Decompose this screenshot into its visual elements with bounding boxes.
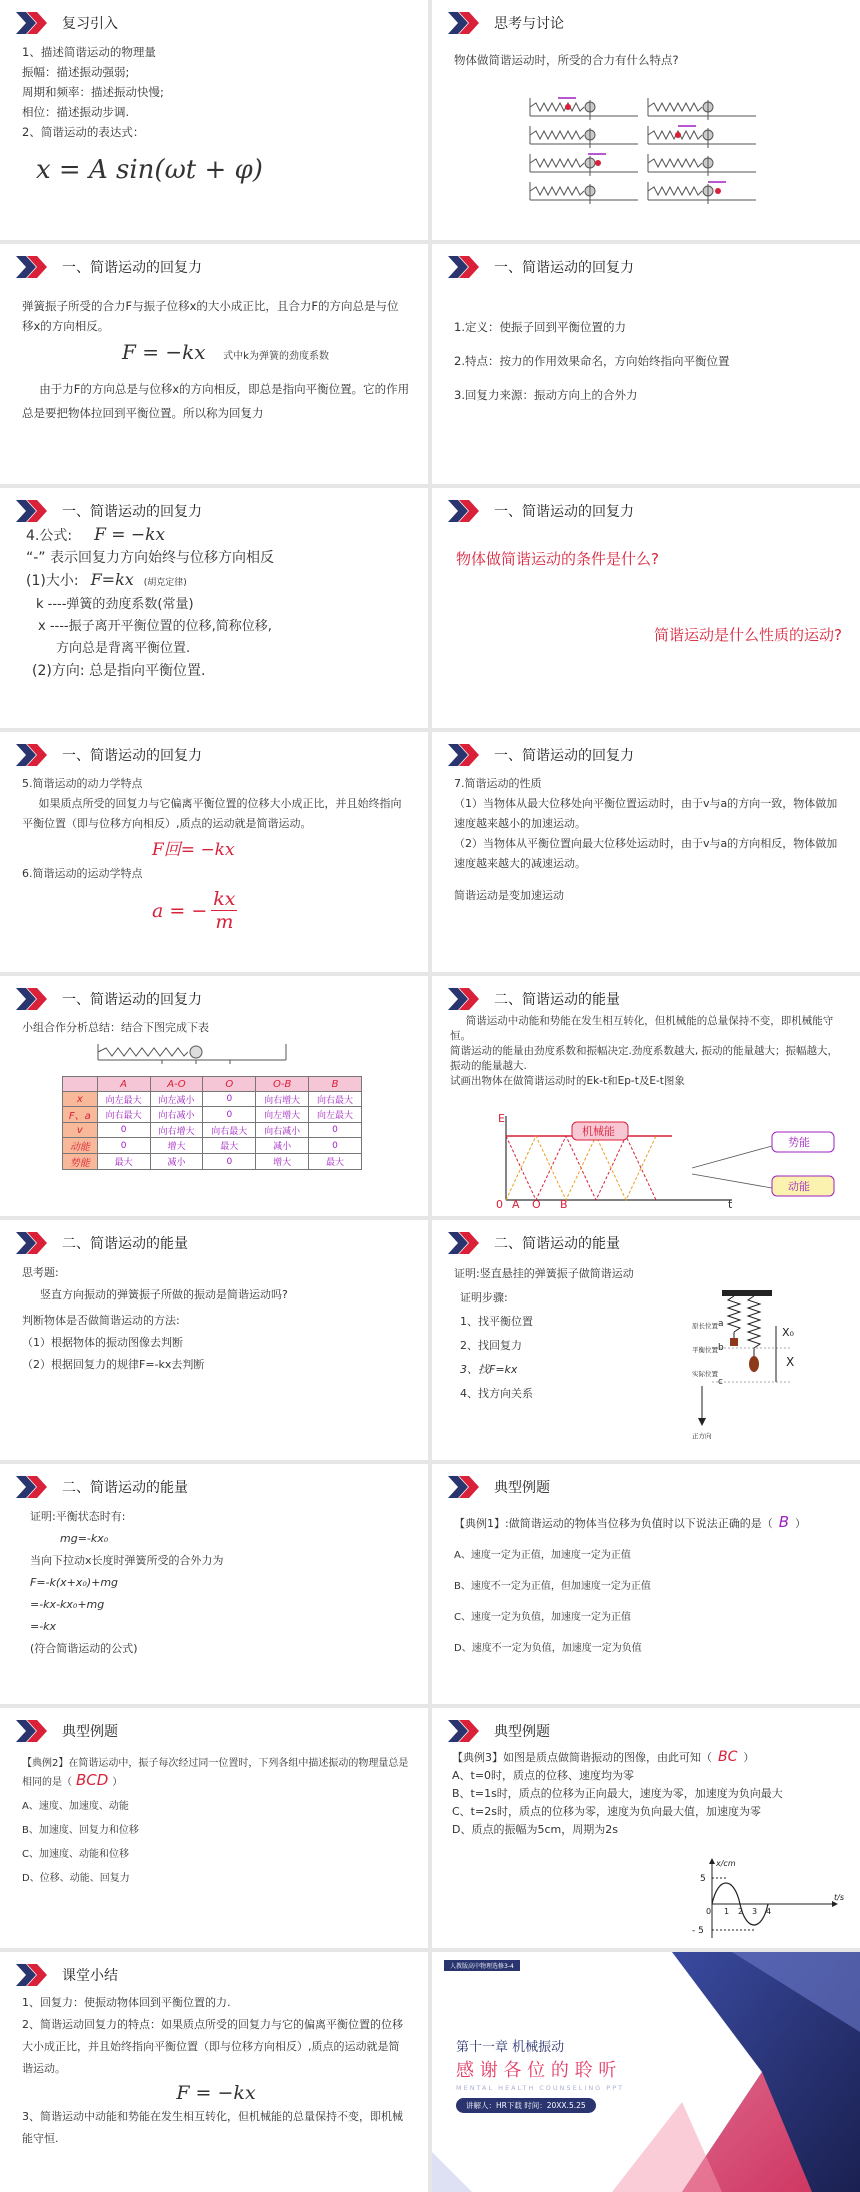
option: D、质点的振幅为5cm，周期为2s (452, 1823, 618, 1836)
chevron-icon (14, 1232, 52, 1254)
slide-dynamics (0, 732, 428, 972)
text-line: 1、描述简谐运动的物理量 (22, 45, 156, 59)
table-row (63, 1123, 362, 1138)
fig-c: c (718, 1377, 723, 1387)
formula-acceleration (152, 888, 410, 933)
option: C、t=2s时，质点的位移为零，速度为负向最大值，加速度为零 (452, 1805, 761, 1818)
table-cell: 最大 (97, 1154, 150, 1170)
chevron-icon (14, 500, 52, 522)
fig-label-direction: 正方向 (692, 1432, 712, 1440)
chevron-icon (14, 988, 52, 1010)
table-cell: B (309, 1077, 362, 1092)
chevron-icon (446, 256, 484, 278)
text-line: k ----弹簧的劲度系数(常量) (36, 597, 194, 612)
table-cell: 减小 (150, 1154, 203, 1170)
slide-restoring-force-1 (0, 244, 428, 484)
text-line: （2）根据回复力的规律F=-kx去判断 (22, 1358, 205, 1371)
table-cell: 0 (309, 1123, 362, 1138)
slide-title: 一、简谐运动的回复力 (62, 260, 202, 276)
formula-part: a = − (152, 899, 208, 922)
text-line: 2、简谐运动的表达式： (22, 125, 145, 139)
formula: F回= −kx (152, 840, 235, 860)
table-cell: 0 (309, 1138, 362, 1154)
slide-example-1 (432, 1464, 860, 1704)
slide-title: 二、简谐运动的能量 (62, 1480, 188, 1496)
slide-questions (432, 488, 860, 728)
axis-label-b: B (560, 1198, 568, 1208)
slide-energy (432, 976, 860, 1216)
slide-thanks (432, 1952, 860, 2192)
answer: BCD (76, 1771, 109, 1789)
fig-x0: X₀ (782, 1326, 794, 1339)
spring-diagram (96, 1042, 296, 1066)
question: 物体做简谐运动时，所受的合力有什么特点? (454, 53, 679, 67)
slide-proof-derivation (0, 1464, 428, 1704)
paragraph: （1）当物体从最大位移处向平衡位置运动时，由于v与a的方向一致，物体做加速度越来越小的加速运动。 (454, 797, 838, 830)
chevron-icon (14, 12, 52, 34)
slide-title: 二、简谐运动的能量 (494, 1236, 620, 1252)
paragraph: 弹簧振子所受的合力F与振子位移x的大小成正比，且合力F的方向总是与位移x的方向相反。 (22, 299, 399, 333)
graph-tick-2: 2 (738, 1907, 744, 1916)
slide-title: 典型例题 (62, 1724, 118, 1740)
text-line: （1）根据物体的振动图像去判断 (22, 1336, 183, 1349)
vertical-spring-figure (692, 1286, 842, 1456)
option: D、位移、动能、回复力 (22, 1873, 130, 1884)
text-line: 7.简谐运动的性质 (454, 777, 542, 790)
slide-title: 二、简谐运动的能量 (62, 1236, 188, 1252)
formula-label: 4.公式: (26, 528, 73, 544)
fig-label-original: 原长位置 (692, 1322, 718, 1330)
formula: F = −kx (94, 525, 166, 545)
fig-a: a (718, 1319, 724, 1329)
question-end: ） (743, 1751, 755, 1764)
text-line: 周期和频率：描述振动快慢; (22, 85, 164, 99)
fig-x: X (786, 1355, 795, 1369)
graph-y-label: x/cm (716, 1859, 736, 1868)
step: 3、找F=kx (460, 1363, 518, 1376)
chevron-icon (446, 1232, 484, 1254)
text-line: 判断物体是否做简谐运动的方法: (22, 1314, 180, 1327)
option: A、速度一定为正值，加速度一定为正值 (454, 1550, 631, 1561)
table-cell: 向右减小 (256, 1123, 309, 1138)
text-line: (1)大小: (26, 573, 79, 589)
energy-graph (492, 1108, 842, 1208)
slide-title: 一、简谐运动的回复力 (494, 260, 634, 276)
table-cell: 0 (203, 1154, 256, 1170)
slide-title: 典型例题 (494, 1480, 550, 1496)
graph-tick-1: 1 (724, 1907, 730, 1916)
graph-origin: 0 (706, 1907, 712, 1916)
slide-example-3 (432, 1708, 860, 1948)
numerator: kx (213, 888, 236, 910)
slide-example-2 (0, 1708, 428, 1948)
equation: =-kx (30, 1620, 57, 1633)
table-cell: 向右最大 (97, 1107, 150, 1123)
answer: B (778, 1513, 789, 1531)
formula: x = A sin(ωt + φ) (36, 155, 263, 185)
paragraph: 如果质点所受的回复力与它偏离平衡位置的位移大小成正比，并且始终指向平衡位置（即与位移方向相反）,质点的运动就是简谐运动。 (22, 797, 402, 830)
label-mechanical: 机械能 (582, 1125, 615, 1138)
formula: F=kx (90, 570, 134, 589)
paragraph: 试画出物体在做简谐运动时的Ek-t和Ep-t及E-t图象 (450, 1075, 685, 1087)
chevron-icon (446, 12, 484, 34)
fig-b: b (718, 1343, 724, 1353)
text-line: 证明:竖直悬挂的弹簧振子做简谐运动 (454, 1267, 634, 1280)
slide-title: 典型例题 (494, 1724, 550, 1740)
paragraph: 由于力F的方向总是与位移x的方向相反，即总是指向平衡位置。它的作用总是要把物体拉回到平衡位置。所以称为回复力 (22, 382, 410, 420)
axis-label-o: O (532, 1198, 541, 1208)
text-line: 证明步骤: (460, 1291, 508, 1304)
table-cell: 向左减小 (150, 1092, 203, 1107)
label-kinetic: 动能 (788, 1180, 810, 1193)
formula-note: 式中k为弹簧的劲度系数 (223, 351, 329, 362)
question-nature: 简谐运动是什么性质的运动? (654, 626, 842, 644)
chevron-icon (446, 1720, 484, 1742)
axis-label-t: t (728, 1198, 733, 1208)
slide-header (14, 12, 118, 34)
paragraph: 3、简谐运动中动能和势能在发生相互转化，但机械能的总量保持不变，即机械能守恒. (22, 2110, 403, 2145)
table-cell: 减小 (256, 1138, 309, 1154)
equation: mg=-kx₀ (60, 1532, 109, 1545)
table-cell (63, 1077, 98, 1092)
slide-discussion (432, 0, 860, 240)
text-line: 1、回复力：使振动物体回到平衡位置的力. (22, 1996, 231, 2009)
denominator: m (215, 911, 234, 933)
chevron-icon (446, 500, 484, 522)
table-row (63, 1077, 362, 1092)
table-cell: F、a (63, 1107, 98, 1123)
option: C、速度一定为负值，加速度一定为正值 (454, 1612, 631, 1623)
table-cell: 向左最大 (309, 1107, 362, 1123)
chevron-icon (446, 988, 484, 1010)
table-cell: 最大 (203, 1138, 256, 1154)
option: B、加速度、回复力和位移 (22, 1825, 139, 1836)
chevron-icon (14, 1476, 52, 1498)
slide-title: 思考与讨论 (494, 16, 564, 32)
question: 【典例2】在简谐运动中，振子每次经过同一位置时，下列各组中描述振动的物理量总是相同的是（ (22, 1758, 409, 1788)
slide-table (0, 976, 428, 1216)
graph-tick-5: 5 (700, 1874, 706, 1884)
text-line: 当向下拉动x长度时弹簧所受的合外力为 (30, 1554, 224, 1567)
table-cell: x (63, 1092, 98, 1107)
text-line: 5.简谐运动的动力学特点 (22, 777, 143, 790)
chevron-icon (446, 1476, 484, 1498)
table-cell: 增大 (256, 1154, 309, 1170)
table-cell: 向左最大 (97, 1092, 150, 1107)
table-cell: 最大 (309, 1154, 362, 1170)
text-line: (2)方向: 总是指向平衡位置. (32, 663, 206, 679)
text-line: 相位：描述振动步调. (22, 105, 130, 119)
text-line: (符合简谐运动的公式) (30, 1642, 138, 1655)
option: B、t=1s时，质点的位移为正向最大，速度为零，加速度为负向最大 (452, 1787, 783, 1800)
cover-subtitle: MENTAL HEALTH COUNSELING PPT (456, 2084, 625, 2092)
step: 1、找平衡位置 (460, 1315, 533, 1328)
step: 4、找方向关系 (460, 1387, 533, 1400)
chevron-icon (14, 1720, 52, 1742)
paragraph: （2）当物体从平衡位置向最大位移处运动时，由于v与a的方向相反，物体做加速度越来越大的减速运动。 (454, 837, 838, 870)
slide-title: 一、简谐运动的回复力 (62, 992, 202, 1008)
text-line: “-” 表示回复力方向始终与位移方向相反 (26, 550, 275, 566)
text-line: 方向总是背离平衡位置. (56, 641, 191, 656)
table-cell: A (97, 1077, 150, 1092)
equation: =-kx-kx₀+mg (30, 1598, 105, 1611)
question-condition: 物体做简谐运动的条件是什么? (456, 550, 659, 568)
text-line: 竖直方向振动的弹簧振子所做的振动是简谐运动吗? (40, 1288, 288, 1301)
table-cell: A-O (150, 1077, 203, 1092)
slide-properties (432, 732, 860, 972)
option: D、速度不一定为负值，加速度一定为负值 (454, 1643, 642, 1654)
graph-t-label: t/s (834, 1893, 844, 1902)
text-line: x ----振子离开平衡位置的位移,简称位移, (38, 619, 272, 634)
table-cell: 向左增大 (256, 1107, 309, 1123)
option: A、t=0时，质点的位移、速度均为零 (452, 1769, 635, 1782)
table-cell: O-B (256, 1077, 309, 1092)
table-cell: v (63, 1123, 98, 1138)
equation: F=-k(x+x₀)+mg (30, 1576, 119, 1589)
table-row (63, 1138, 362, 1154)
slide-title: 一、简谐运动的回复力 (62, 504, 202, 520)
slide-title: 一、简谐运动的回复力 (494, 748, 634, 764)
formula-note: (胡克定律) (143, 578, 187, 588)
slide-proof (432, 1220, 860, 1460)
slide-title: 二、简谐运动的能量 (494, 992, 620, 1008)
paragraph: 简谐运动中动能和势能在发生相互转化，但机械能的总量保持不变，即机械能守恒。 (450, 1015, 834, 1042)
table-cell: 向右增大 (150, 1123, 203, 1138)
axis-label-a: A (512, 1198, 520, 1208)
paragraph: 2、简谐运动回复力的特点：如果质点所受的回复力与它的偏离平衡位置的位移大小成正比，并且始终指向平衡位置（即与位移方向相反）,质点的运动就是简谐运动。 (22, 2018, 403, 2075)
chevron-icon (446, 744, 484, 766)
oscillation-graph (682, 1856, 852, 1944)
text-line: 3.回复力来源：振动方向上的合外力 (454, 388, 638, 402)
option: C、加速度、动能和位移 (22, 1849, 129, 1860)
text-line: 简谐运动是变加速运动 (454, 889, 564, 902)
table-cell: 0 (203, 1107, 256, 1123)
text-line: 振幅：描述振动强弱; (22, 65, 130, 79)
formula: F = −kx (176, 2082, 256, 2104)
fig-label-actual: 实际位置 (692, 1370, 718, 1378)
slide-title: 一、简谐运动的回复力 (494, 504, 634, 520)
label-potential: 势能 (788, 1136, 810, 1149)
slide-review (0, 0, 428, 240)
table-cell: 向右减小 (150, 1107, 203, 1123)
table-cell: 0 (97, 1123, 150, 1138)
fig-label-equilibrium: 平衡位置 (692, 1346, 718, 1354)
slide-title: 课堂小结 (62, 1968, 118, 1984)
slide-title: 复习引入 (62, 16, 118, 32)
question-end: ） (112, 1777, 123, 1788)
question-end: ） (795, 1517, 806, 1530)
cover-presenter: 讲解人：HR下载 时间：20XX.5.25 (456, 2098, 596, 2113)
cover-chapter: 第十一章 机械振动 (456, 2040, 565, 2055)
option: B、速度不一定为正值，但加速度一定为正值 (454, 1581, 651, 1592)
cover-tag: 人教版高中物理选修3-4 (444, 1960, 520, 1971)
step: 2、找回复力 (460, 1339, 522, 1352)
table-cell: 向右最大 (309, 1092, 362, 1107)
table-cell: 向右增大 (256, 1092, 309, 1107)
slide-title: 一、简谐运动的回复力 (62, 748, 202, 764)
cover-thanks: 感 谢 各 位 的 聆 听 (456, 2060, 617, 2081)
text-line: 2.特点：按力的作用效果命名，方向始终指向平衡位置 (454, 354, 730, 368)
spring-diagram (528, 96, 768, 216)
text-line: 小组合作分析总结：结合下图完成下表 (22, 1021, 209, 1034)
slide-summary (0, 1952, 428, 2192)
axis-label-e: E (498, 1112, 505, 1125)
slide-thinking (0, 1220, 428, 1460)
axis-label-zero: 0 (496, 1198, 503, 1208)
properties-table (62, 1076, 362, 1170)
formula: F = −kx (122, 340, 206, 364)
question: 【典例3】如图是质点做简谐振动的图像，由此可知（ (452, 1751, 712, 1764)
slide-restoring-force-2 (432, 244, 860, 484)
option: A、速度、加速度、动能 (22, 1801, 129, 1812)
chevron-icon (14, 744, 52, 766)
text-line: 思考题: (22, 1266, 59, 1279)
table-cell: 势能 (63, 1154, 98, 1170)
table-cell: O (203, 1077, 256, 1092)
table-cell: 动能 (63, 1138, 98, 1154)
chevron-icon (14, 256, 52, 278)
graph-tick-4: 4 (766, 1907, 772, 1916)
slide-restoring-force-formula (0, 488, 428, 728)
text-line: 证明:平衡状态时有: (30, 1510, 126, 1523)
question: 【典例1】:做简谐运动的物体当位移为负值时以下说法正确的是（ (454, 1517, 773, 1530)
table-cell: 0 (203, 1092, 256, 1107)
chevron-icon (14, 1964, 52, 1986)
graph-tick-m5: - 5 (692, 1926, 704, 1936)
graph-tick-3: 3 (752, 1907, 758, 1916)
answer: BC (718, 1749, 738, 1765)
table-cell: 0 (97, 1138, 150, 1154)
table-cell: 增大 (150, 1138, 203, 1154)
text-line: 6.简谐运动的运动学特点 (22, 867, 143, 880)
table-cell: 向右最大 (203, 1123, 256, 1138)
table-row (63, 1092, 362, 1107)
paragraph: 简谐运动的能量由劲度系数和振幅决定.劲度系数越大, 振动的能量越大；振幅越大，振动的能量越大. (450, 1045, 839, 1072)
table-row (63, 1107, 362, 1123)
text-line: 1.定义：使振子回到平衡位置的力 (454, 320, 626, 334)
table-row (63, 1154, 362, 1170)
